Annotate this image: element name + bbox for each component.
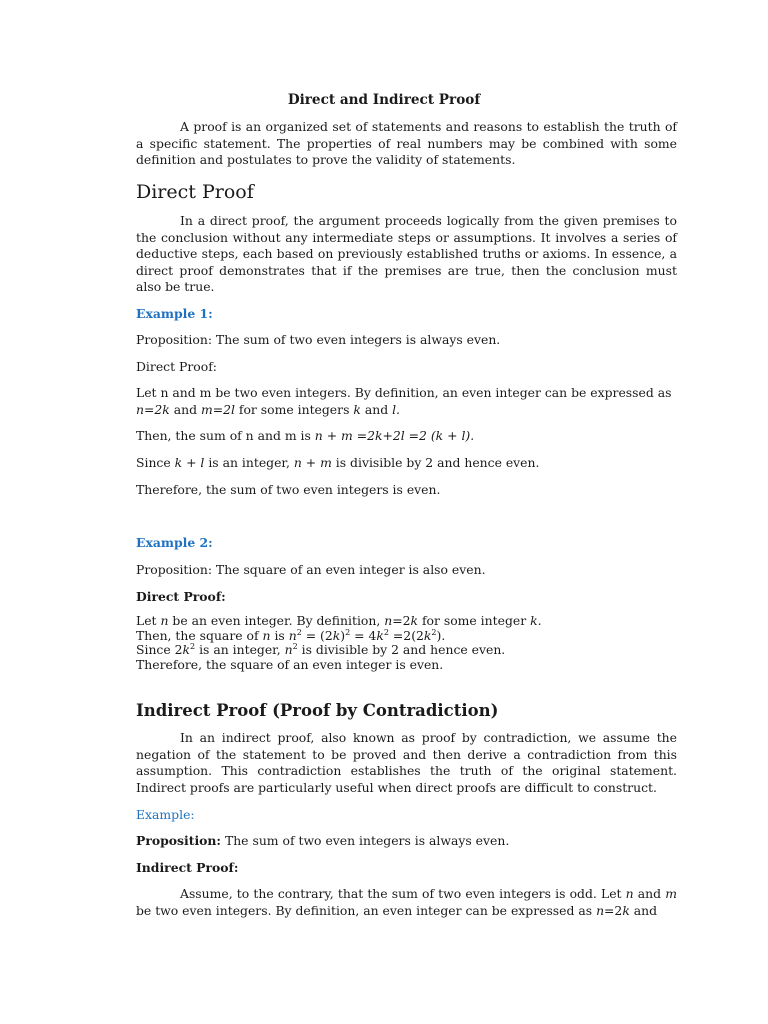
example-1-label: Example 1: [136, 306, 213, 321]
example-2-line-1: Let n be an even integer. By definition, n=2k for some integer k. [136, 613, 542, 628]
example-1-conclusion: Therefore, the sum of two even integers is even. [136, 482, 441, 497]
example-2-proposition: Proposition: The square of an even integer is also even. [136, 562, 486, 577]
indirect-proof-heading: Indirect Proof (Proof by Contradiction) [136, 701, 499, 720]
example-1-line-3: Since k + l is an integer, n + m is divisible by 2 and hence even. [136, 455, 540, 470]
indirect-proposition: Proposition: The sum of two even integers is always even. [136, 833, 510, 848]
example-1-proposition: Proposition: The sum of two even integers is always even. [136, 332, 501, 347]
indirect-proof-label: Indirect Proof: [136, 860, 239, 875]
direct-proof-paragraph: In a direct proof, the argument proceeds logically from the given premises to the conclusion without any intermediate steps or assumptions. It involves a series of deductive steps, each based on previously established truths or axioms. In essence, a direct proof demonstrates that if the premises are true, then the conclusion must also be true. [136, 213, 677, 295]
direct-proof-heading: Direct Proof [136, 181, 254, 203]
indirect-example-label: Example: [136, 807, 195, 822]
example-2-proof [136, 614, 677, 672]
example-1-line-1: Let n and m be two even integers. By definition, an even integer can be expressed as n=2k and m=2l for some integers k and l. [136, 385, 672, 417]
example-2-line-3: Since $2k^2$ is an integer, $n^2$ is divisible by 2 and hence even. [136, 642, 506, 658]
example-1-proof-label: Direct Proof: [136, 359, 217, 374]
example-2-proof-label: Direct Proof: [136, 589, 226, 604]
indirect-proof-paragraph: In an indirect proof, also known as proof by contradiction, we assume the negation of the statement to be proved and then derive a contradiction from this assumption. This contradiction establishes the truth of the original statement. Indirect proofs are particularly useful when direct proofs are difficult to construct. [136, 730, 677, 795]
indirect-proof-paragraph-2: Assume, to the contrary, that the sum of two even integers is odd. Let n and m be two even integers. By definition, an even integer can be expressed as n=2k and [136, 886, 677, 918]
page-title: Direct and Indirect Proof [287, 92, 481, 108]
example-1-line-2: Then, the sum of n and m is n + m =2k+2l =2 (k + l). [136, 428, 475, 443]
example-2-line-2: Then, the square of n is $n^2 = (2k)^2 = 4k^2 =2(2k^2)$. [136, 627, 446, 643]
example-2-label: Example 2: [136, 535, 213, 550]
example-2-line-4: Therefore, the square of an even integer is even. [136, 656, 444, 672]
intro-paragraph: A proof is an organized set of statements and reasons to establish the truth of a specific statement. The properties of real numbers may be combined with some definition and postulates to prove the validity of statements. [136, 119, 677, 168]
